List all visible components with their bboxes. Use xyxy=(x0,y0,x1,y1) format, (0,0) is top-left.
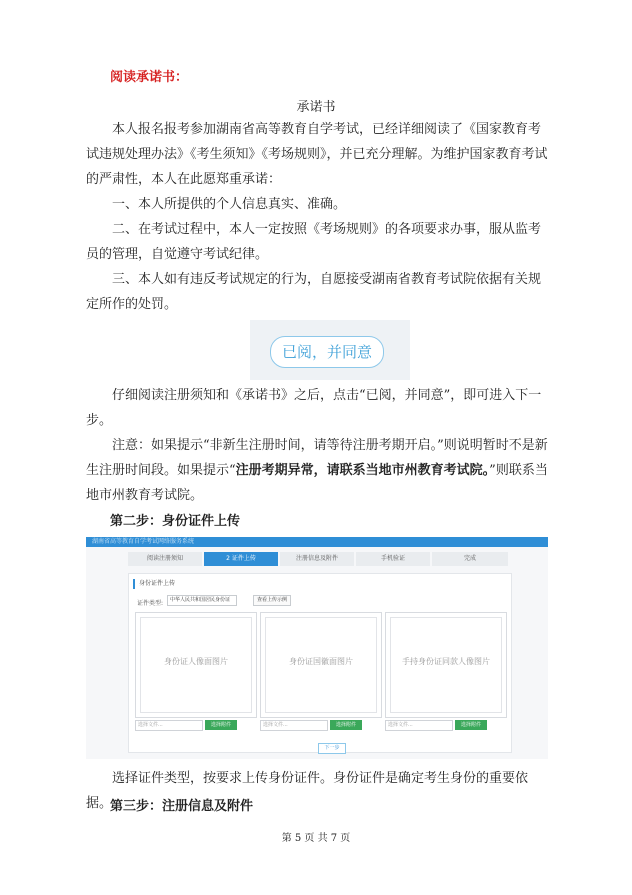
pledge-item-2: 二、在考试过程中，本人一定按照《考场规则》的各项要求办事，服从监考员的管理，自觉遵守考试纪律。 xyxy=(86,222,542,262)
step-done: 完成 xyxy=(432,552,508,566)
progress-steps xyxy=(128,552,508,566)
next-step-button[interactable]: 下一步 xyxy=(318,743,346,754)
notice-part-2: ”则联系当地市州教育考试院。 xyxy=(86,463,548,503)
page-footer: 第 5 页 共 7 页 xyxy=(281,833,351,844)
agree-button[interactable]: 已阅，并同意 xyxy=(270,336,384,368)
id-type-select[interactable]: 中华人民共和国居民身份证 xyxy=(167,595,237,606)
choose-file-button-back[interactable]: 选择附件 xyxy=(330,720,362,730)
notice-part-1: 注意：如果提示“非新生注册时间，请等待注册考期开启。”则说明暂时不是新生注册时间段。如果提示“ xyxy=(86,438,548,478)
notice-bold: 注册考期异常，请联系当地市州教育考试院。 xyxy=(235,463,490,478)
upload-card-front-preview xyxy=(140,617,252,713)
choose-file-button-front[interactable]: 选择附件 xyxy=(205,720,237,730)
file-input-handheld[interactable]: 选择文件... xyxy=(385,720,453,731)
instruction-text: 仔细阅读注册须知和《承诺书》之后，点击“已阅，并同意”，即可进入下一步。 xyxy=(86,388,542,428)
pledge-item-3: 三、本人如有违反考试规定的行为，自愿接受湖南省教育考试院依据有关规定所作的处罚。 xyxy=(86,272,542,312)
upload-card-front-label: 身份证人像面图片 xyxy=(164,657,228,666)
upload-screenshot xyxy=(86,537,548,759)
agree-button-image xyxy=(250,320,410,380)
system-banner xyxy=(86,537,548,547)
file-row-handheld xyxy=(385,720,505,730)
upload-card-handheld-label: 手持身份证同款人像图片 xyxy=(402,657,490,666)
upload-card-handheld[interactable] xyxy=(385,612,507,718)
upload-card-back-label: 身份证国徽面图片 xyxy=(289,657,353,666)
upload-card-back-preview xyxy=(265,617,377,713)
id-type-label: 证件类型: xyxy=(137,600,164,607)
file-input-front[interactable]: 选择文件... xyxy=(135,720,203,731)
upload-panel xyxy=(128,573,512,753)
file-row-back xyxy=(260,720,380,730)
pledge-item-1: 一、本人所提供的个人信息真实、准确。 xyxy=(112,197,347,212)
step-phone-verify: 手机验证 xyxy=(356,552,430,566)
file-row-front xyxy=(135,720,255,730)
file-input-back[interactable]: 选择文件... xyxy=(260,720,328,731)
section-label: 阅读承诺书： xyxy=(110,70,189,85)
pledge-title: 承诺书 xyxy=(296,100,336,115)
pledge-intro: 本人报名报考参加湖南省高等教育自学考试，已经详细阅读了《国家教育考试违规处理办法》《考生须知》《考场规则》，并已充分理解。为维护国家教育考试的严肃性，本人在此愿郑重承诺： xyxy=(86,122,548,187)
upload-card-back[interactable] xyxy=(260,612,382,718)
system-banner-title: 湖南省高等教育自学考试网络服务系统 xyxy=(92,538,195,545)
view-sample-button[interactable]: 查看上传示例 xyxy=(253,595,291,606)
step2-heading: 第二步：身份证件上传 xyxy=(110,514,241,529)
step-id-upload: 2 证件上传 xyxy=(204,552,278,566)
choose-file-button-handheld[interactable]: 选择附件 xyxy=(455,720,487,730)
upload-card-handheld-preview xyxy=(390,617,502,713)
upload-card-front[interactable] xyxy=(135,612,257,718)
step2-description: 选择证件类型，按要求上传身份证件。身份证件是确定考生身份的重要依据。 xyxy=(86,771,529,811)
panel-title: 身份证件上传 xyxy=(133,579,175,589)
step-read-notice: 阅读注册须知 xyxy=(128,552,202,566)
step3-heading: 第三步：注册信息及附件 xyxy=(110,799,254,814)
step-registration-info: 注册信息及附件 xyxy=(280,552,354,566)
notice-text xyxy=(86,433,548,508)
